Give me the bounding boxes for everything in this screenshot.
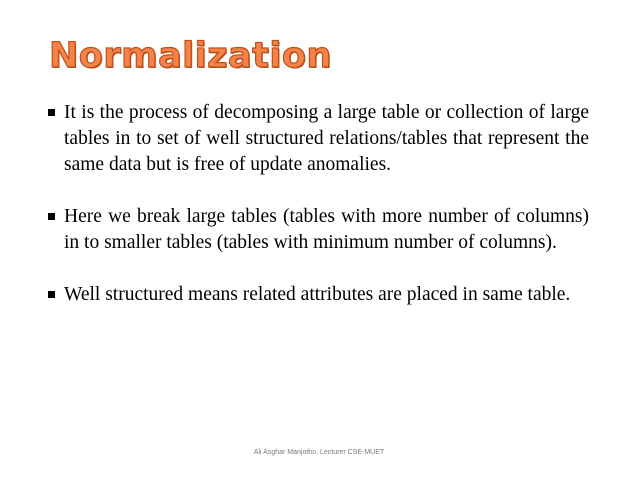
square-bullet-icon xyxy=(48,213,55,220)
bullet-item-1 xyxy=(48,100,589,178)
square-bullet-icon xyxy=(48,291,55,298)
square-bullet-icon xyxy=(48,109,55,116)
bullet-text: Well structured means related attributes are placed in same table. xyxy=(64,284,571,305)
bullet-list xyxy=(48,100,589,308)
slide-title: Normalization xyxy=(49,36,332,76)
bullet-text: It is the process of decomposing a large table or collection of large tables in to set of well structured relations/tables that represent the same data but is free of update anomalies. xyxy=(64,102,589,175)
slide-footer: Ali Asghar Manjotho, Lecturer CSE-MUET xyxy=(253,449,385,456)
bullet-item-2 xyxy=(48,204,589,256)
bullet-text: Here we break large tables (tables with more number of columns) in to smaller tables (tables with minimum number of columns). xyxy=(64,206,589,253)
bullet-item-3 xyxy=(48,282,589,308)
